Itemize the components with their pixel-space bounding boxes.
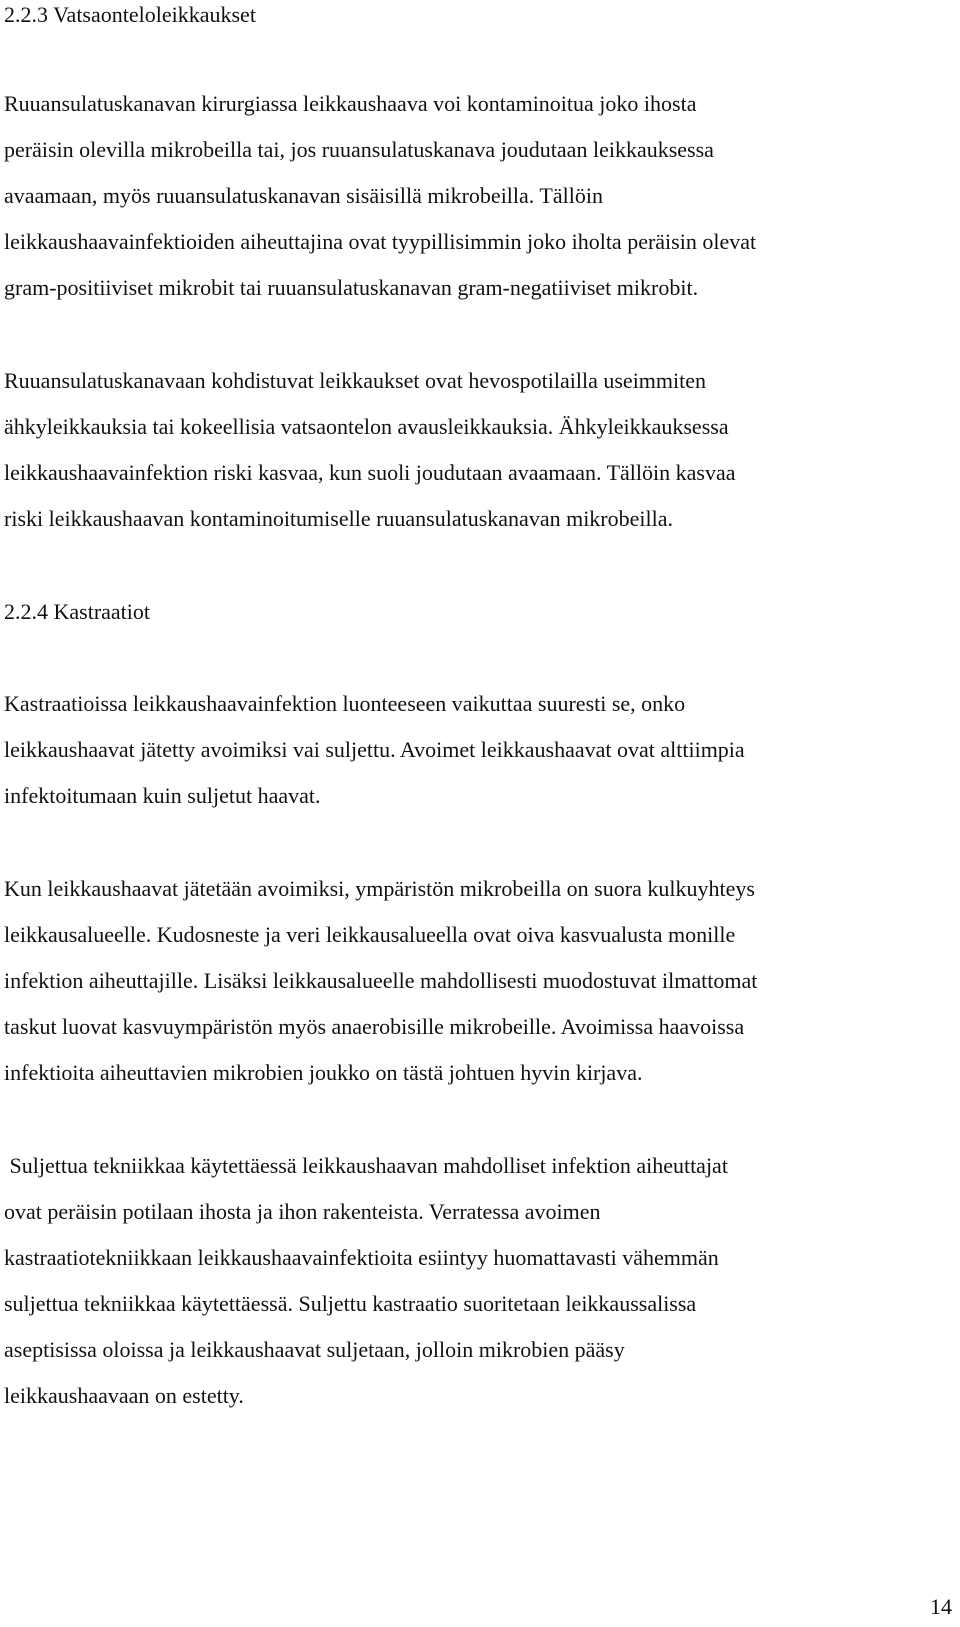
paragraph-line: Kun leikkaushaavat jätetään avoimiksi, ympäristön mikrobeilla on suora kulkuyhteys bbox=[4, 876, 755, 901]
paragraph-line: riski leikkaushaavan kontaminoitumiselle ruuansulatuskanavan mikrobeilla. bbox=[4, 506, 674, 531]
section-heading-2-2-3: 2.2.3 Vatsaonteloleikkaukset bbox=[4, 2, 256, 27]
paragraph-line: ovat peräisin potilaan ihosta ja ihon rakenteista. Verratessa avoimen bbox=[4, 1199, 601, 1224]
page-number: 14 bbox=[930, 1594, 952, 1619]
paragraph-line: Suljettua tekniikkaa käytettäessä leikkaushaavan mahdolliset infektion aiheuttajat bbox=[4, 1153, 728, 1178]
paragraph-line: Ruuansulatuskanavan kirurgiassa leikkaushaava voi kontaminoitua joko ihosta bbox=[4, 91, 697, 116]
section-heading-2-2-4: 2.2.4 Kastraatiot bbox=[4, 599, 151, 624]
paragraph-line: Ruuansulatuskanavaan kohdistuvat leikkaukset ovat hevospotilailla useimmiten bbox=[4, 368, 707, 393]
paragraph-line: aseptisissa oloissa ja leikkaushaavat suljetaan, jolloin mikrobien pääsy bbox=[4, 1337, 625, 1362]
paragraph-line: leikkaushaavainfektion riski kasvaa, kun suoli joudutaan avaamaan. Tällöin kasvaa bbox=[4, 460, 736, 485]
paragraph-line: kastraatiotekniikkaan leikkaushaavainfektioita esiintyy huomattavasti vähemmän bbox=[4, 1245, 719, 1270]
paragraph-line: Kastraatioissa leikkaushaavainfektion luonteeseen vaikuttaa suuresti se, onko bbox=[4, 691, 686, 716]
paragraph-line: peräisin olevilla mikrobeilla tai, jos ruuansulatuskanava joudutaan leikkauksessa bbox=[4, 137, 714, 162]
paragraph-line: gram-positiiviset mikrobit tai ruuansulatuskanavan gram-negatiiviset mikrobit. bbox=[4, 275, 699, 300]
paragraph-line: leikkaushaavat jätetty avoimiksi vai suljettu. Avoimet leikkaushaavat ovat alttiimpia bbox=[4, 737, 745, 762]
paragraph-line: ähkyleikkauksia tai kokeellisia vatsaontelon avausleikkauksia. Ähkyleikkauksessa bbox=[4, 414, 729, 439]
paragraph-line: leikkaushaavainfektioiden aiheuttajina ovat tyypillisimmin joko iholta peräisin olevat bbox=[4, 229, 757, 254]
paragraph-line: leikkausalueelle. Kudosneste ja veri leikkausalueella ovat oiva kasvualusta monille bbox=[4, 922, 736, 947]
paragraph-line: taskut luovat kasvuympäristön myös anaerobisille mikrobeille. Avoimissa haavoissa bbox=[4, 1014, 745, 1039]
paragraph-line: infektoitumaan kuin suljetut haavat. bbox=[4, 783, 321, 808]
paragraph-line: leikkaushaavaan on estetty. bbox=[4, 1383, 244, 1408]
paragraph-line: infektioita aiheuttavien mikrobien joukko on tästä johtuen hyvin kirjava. bbox=[4, 1060, 643, 1085]
paragraph-line: suljettua tekniikkaa käytettäessä. Suljettu kastraatio suoritetaan leikkaussalissa bbox=[4, 1291, 697, 1316]
paragraph-line: infektion aiheuttajille. Lisäksi leikkausalueelle mahdollisesti muodostuvat ilmattomat bbox=[4, 968, 758, 993]
paragraph-line: avaamaan, myös ruuansulatuskanavan sisäisillä mikrobeilla. Tällöin bbox=[4, 183, 603, 208]
